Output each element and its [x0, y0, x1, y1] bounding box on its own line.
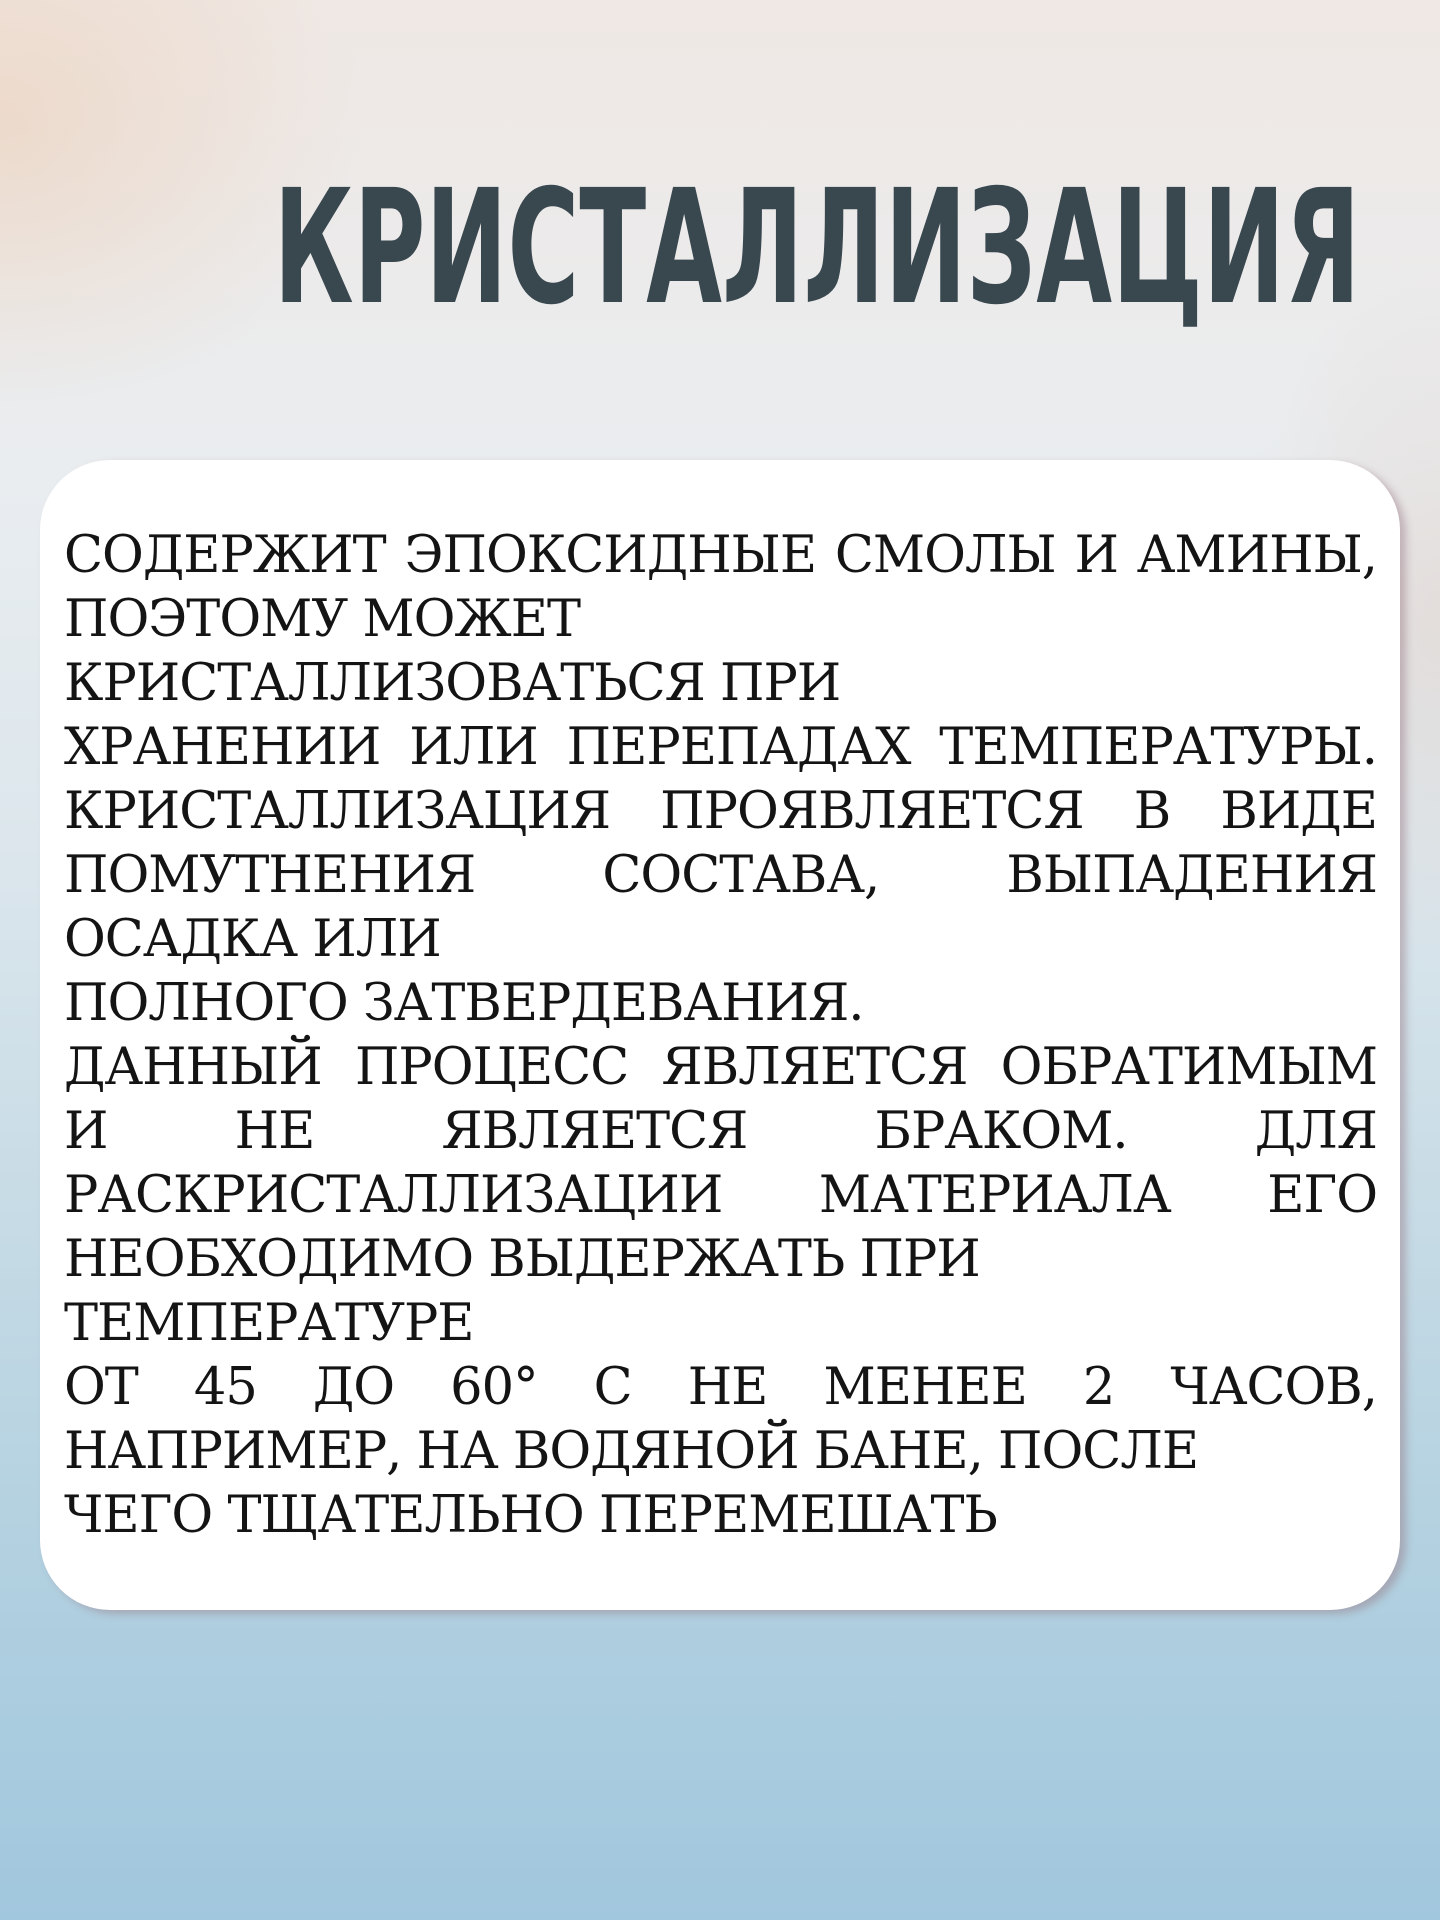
paragraph-manifestation-end: ПОЛНОГО ЗАТВЕРДЕВАНИЯ. — [64, 974, 864, 1033]
paragraph-instructions: ОТ 45 ДО 60° С НЕ МЕНЕЕ 2 ЧАСОВ, НАПРИМЕР, НА ВОДЯНОЙ БАНЕ, ПОСЛЕ — [64, 1358, 1377, 1481]
card-text — [64, 524, 1377, 1548]
paragraph-composition: СОДЕРЖИТ ЭПОКСИДНЫЕ СМОЛЫ И АМИНЫ, ПОЭТОМУ МОЖЕТ — [64, 526, 1377, 649]
info-card — [40, 460, 1400, 1610]
paragraph-manifestation: ХРАНЕНИИ ИЛИ ПЕРЕПАДАХ ТЕМПЕРАТУРЫ. КРИСТАЛЛИЗАЦИЯ ПРОЯВЛЯЕТСЯ В ВИДЕ ПОМУТНЕНИЯ СОСТАВА, ВЫПАДЕНИЯ ОСАДКА ИЛИ — [64, 718, 1377, 969]
paragraph-instructions-end: ЧЕГО ТЩАТЕЛЬНО ПЕРЕМЕШАТЬ — [64, 1486, 997, 1545]
page-title: КРИСТАЛЛИЗАЦИЯ — [273, 156, 1361, 340]
paragraph-reversible-end: ТЕМПЕРАТУРЕ — [64, 1294, 474, 1353]
paragraph-reversible: ДАННЫЙ ПРОЦЕСС ЯВЛЯЕТСЯ ОБРАТИМЫМ И НЕ ЯВЛЯЕТСЯ БРАКОМ. ДЛЯ РАСКРИСТАЛЛИЗАЦИИ МАТЕРИАЛА ЕГО НЕОБХОДИМО ВЫДЕРЖАТЬ ПРИ — [64, 1038, 1377, 1289]
paragraph-composition-end: КРИСТАЛЛИЗОВАТЬСЯ ПРИ — [64, 654, 841, 713]
